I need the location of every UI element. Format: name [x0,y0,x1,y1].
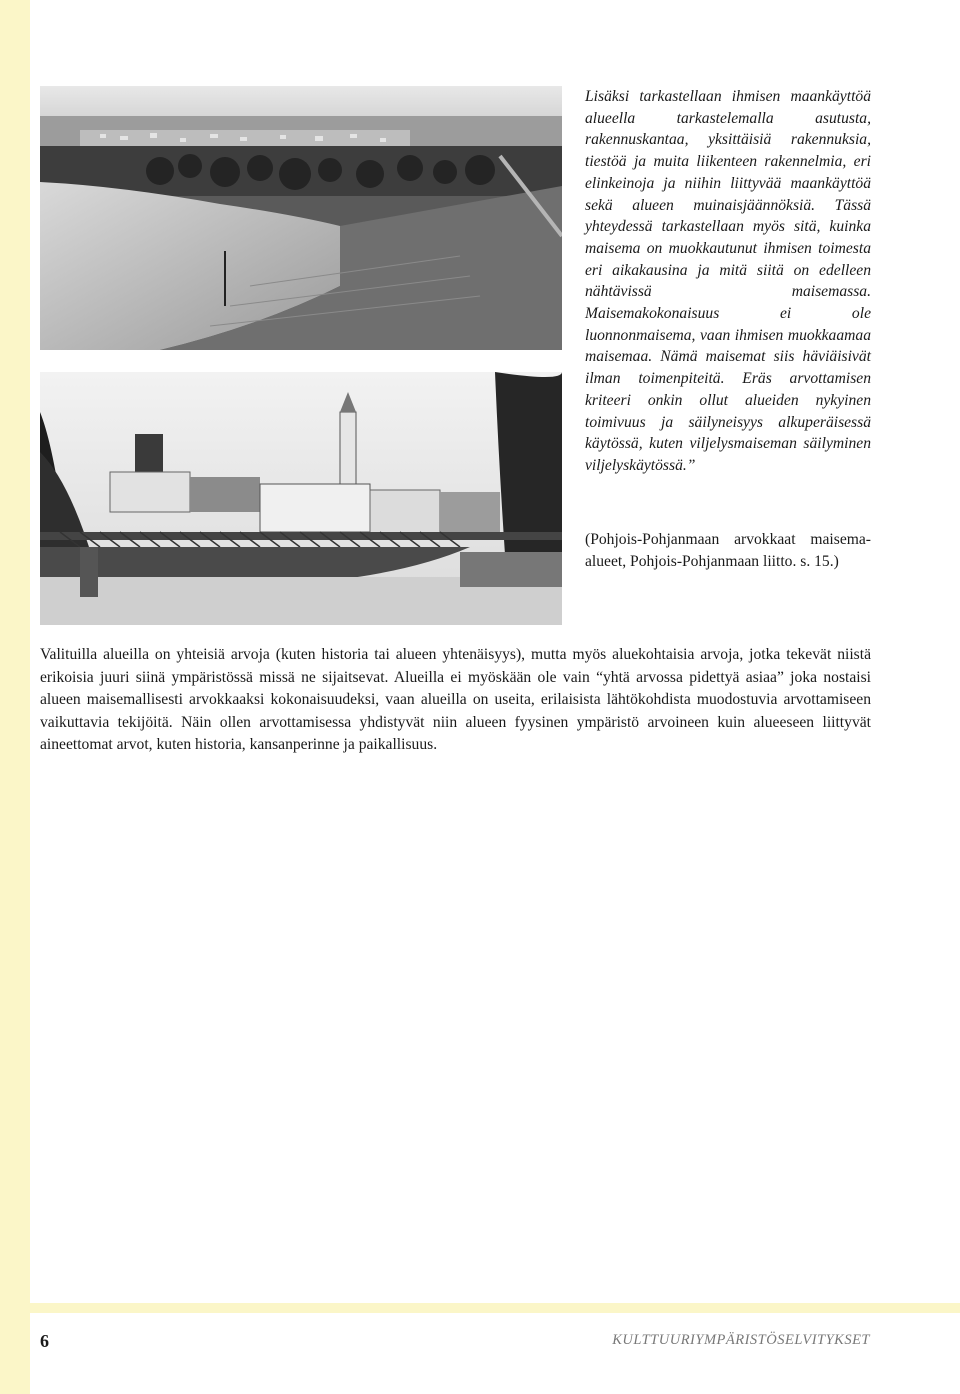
running-title: KULTTUURIYMPÄRISTÖSELVITYKSET [612,1332,870,1348]
body-paragraph: Valituilla alueilla on yhteisiä arvoja (kuten historia tai alueen yhtenäisyys), mutta myös aluekohtaisia arvoja, jotka tekevät niistä erikoisia juuri siinä ympäristössä missä ne sijaitsevat. Alueilla ei myöskään ole vain “yhtä arvossa pidettyä asiaa” joka nostaisi alueen maisemallisesti arvokkaaksi kokonaisuudeksi, vaan alueilla on useita, erilaisista lähtökohdista muodostuvia arvottamiseen vaikuttavia tekijöitä. Näin ollen arvottamisessa yhdistyvät niin alueen fyysinen ympäristö arvoineen kuin alueeseen liittyvät aineettomat arvot, kuten historia, kansanperinne ja paikallisuus. [40,646,871,754]
footer-band [30,1303,960,1313]
quote-block [585,86,871,477]
quote-source: (Pohjois-Pohjanmaan arvokkaat maisema-alueet, Pohjois-Pohjanmaan liitto. s. 15.) [585,531,871,570]
aerial-town-photo [40,86,562,350]
bridge-town-photo [40,372,562,625]
margin-strip [0,0,30,1394]
quote-text: Lisäksi tarkastellaan ihmisen maankäyttöä alueella tarkastelemalla asutusta, rakennuskantaa, yksittäisiä rakennuksia, tiestöä ja muita liikenteen rakennelmia, eri elinkeinoja ja niihin liittyvää maankäyttöä sekä alueen muinaisjäännöksiä. Tässä yhteydessä tarkastellaan myös sitä, kuinka maisema on muokkautunut ihmisen toimesta eri aikakausina ja mitä siitä on edelleen nähtävissä maisemassa. Maisemakokonaisuus ei ole luonnonmaisema, vaan ihmisen muokkaamaa maisemaa. Nämä maisemat siis häviäisivät ilman toimenpiteitä. Eräs arvottamisen kriteeri onkin ollut alueiden nykyinen toimivuus ja säilyneisyys alkuperäisessä käytössä, kuten viljelysmaiseman säilyminen viljelyskäytössä.” [585,88,871,474]
page-number: 6 [40,1331,49,1351]
